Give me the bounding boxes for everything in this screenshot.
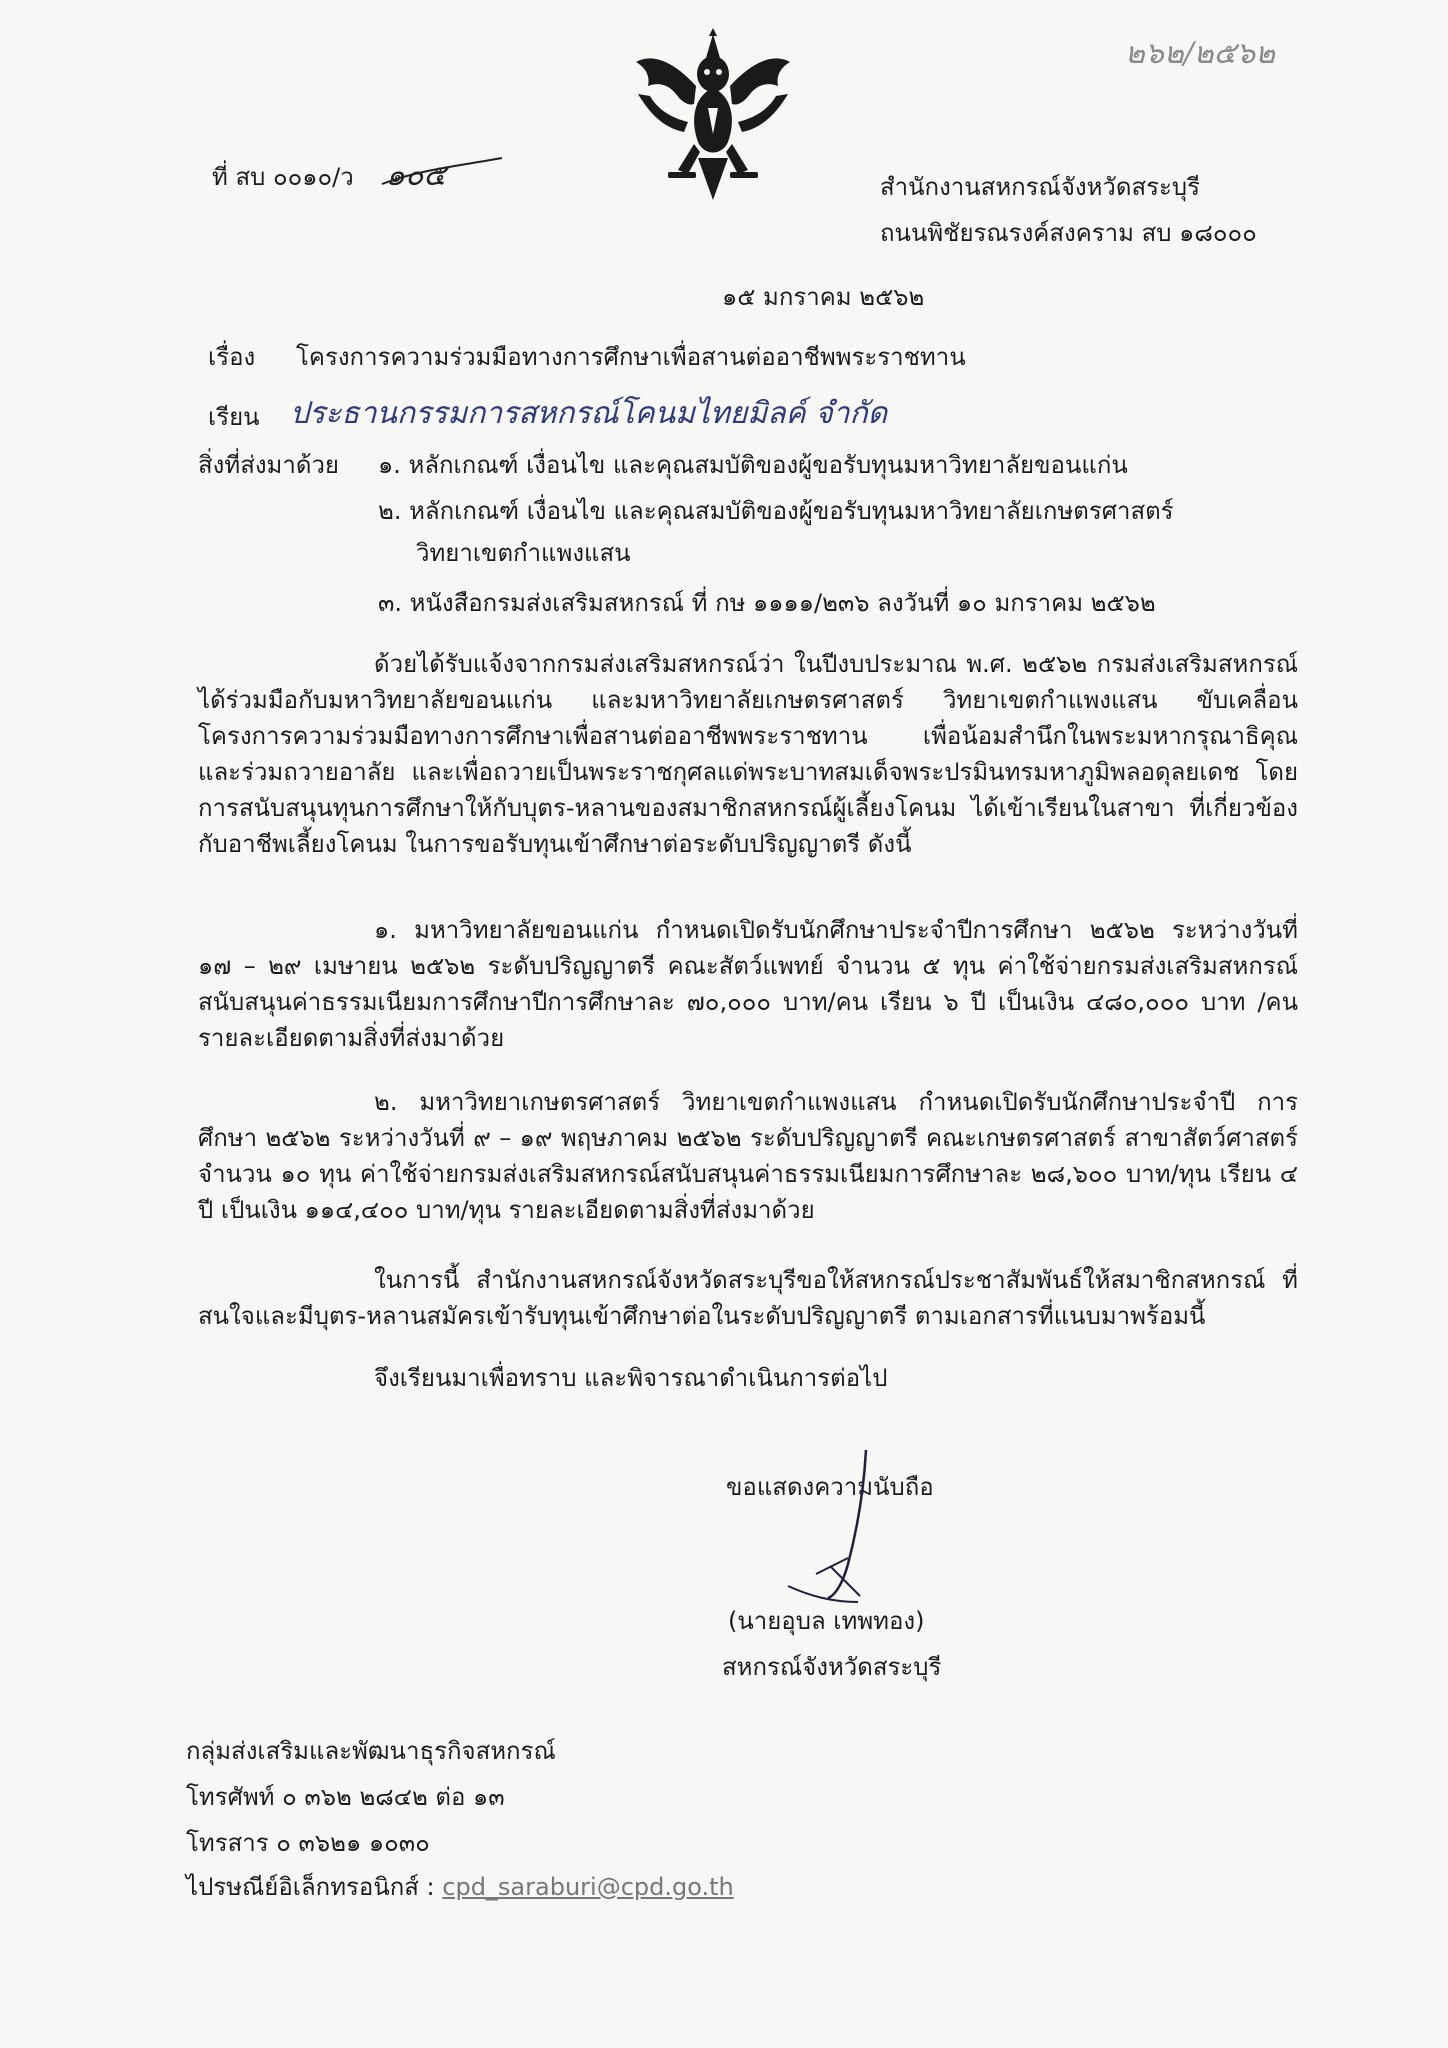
attachment-item: ๑. หลักเกณฑ์ เงื่อนไข และคุณสมบัติของผู้ขอรับทุนมหาวิทยาลัยขอนแก่น bbox=[378, 451, 1128, 479]
to-label: เรียน bbox=[208, 403, 260, 431]
signature-mark bbox=[770, 1446, 880, 1616]
body-paragraph-5: จึงเรียนมาเพื่อทราบ และพิจารณาดำเนินการต่อไป bbox=[374, 1364, 888, 1392]
body-paragraph-1: ด้วยได้รับแจ้งจากกรมส่งเสริมสหกรณ์ว่า ในปีงบประมาณ พ.ศ. ๒๕๖๒ กรมส่งเสริมสหกรณ์ ได้ร่วมมือกับมหาวิทยาลัยขอนแก่น และมหาวิทยาลัยเกษตรศาสตร์ วิทยาเขตกำแพงแสน ขับเคลื่อน โครงการความร่วมมือทางการศึกษาเพื่อสานต่ออาชีพพระราชทาน เพื่อน้อมสำนึกในพระมหากรุณาธิคุณ และร่วมถวายอาลัย และเพื่อถวายเป็นพระราชกุศลแด่พระบาทสมเด็จพระปรมินทรมหาภูมิพลอดุลยเดช โดยการสนับสนุนทุนการศึกษาให้กับบุตร-หลานของสมาชิกสหกรณ์ผู้เลี้ยงโคนม ได้เข้าเรียนในสาขา ที่เกี่ยวข้องกับอาชีพเลี้ยงโคนม ในการขอรับทุนเข้าศึกษาต่อระดับปริญญาตรี ดังนี้ bbox=[198, 650, 1298, 858]
org-address: ถนนพิชัยรณรงค์สงคราม สบ ๑๘๐๐๐ bbox=[880, 219, 1257, 247]
attachment-item-continuation: วิทยาเขตกำแพงแสน bbox=[416, 539, 631, 567]
body-text bbox=[198, 646, 1298, 862]
attachment-item: ๒. หลักเกณฑ์ เงื่อนไข และคุณสมบัติของผู้ขอรับทุนมหาวิทยาลัยเกษตรศาสตร์ bbox=[378, 497, 1174, 525]
body-text bbox=[198, 1084, 1298, 1228]
attachment-item: ๓. หนังสือกรมส่งเสริมสหกรณ์ ที่ กษ ๑๑๑๑/๒๓๖ ลงวันที่ ๑๐ มกราคม ๒๕๖๒ bbox=[378, 589, 1156, 617]
closing-regards: ขอแสดงความนับถือ bbox=[726, 1473, 934, 1501]
signer-name: (นายอุบล เทพทอง) bbox=[728, 1607, 925, 1635]
subject-label: เรื่อง bbox=[208, 343, 256, 371]
body-text bbox=[198, 1262, 1298, 1334]
signer-title: สหกรณ์จังหวัดสระบุรี bbox=[722, 1653, 942, 1681]
org-name: สำนักงานสหกรณ์จังหวัดสระบุรี bbox=[880, 173, 1201, 201]
subject-text: โครงการความร่วมมือทางการศึกษาเพื่อสานต่ออาชีพพระราชทาน bbox=[296, 343, 966, 371]
footer-phone: โทรศัพท์ ๐ ๓๖๒ ๒๘๔๒ ต่อ ๑๓ bbox=[186, 1783, 505, 1811]
attachments-label: สิ่งที่ส่งมาด้วย bbox=[198, 451, 339, 479]
footer-fax: โทรสาร ๐ ๓๖๒๑ ๑๐๓๐ bbox=[186, 1829, 430, 1857]
doc-date: ๑๕ มกราคม ๒๕๖๒ bbox=[722, 283, 925, 311]
garuda-emblem-icon bbox=[628, 24, 798, 204]
body-text bbox=[198, 912, 1298, 1056]
doc-number-handwritten: ๑๐๕ bbox=[386, 158, 447, 193]
footer-division: กลุ่มส่งเสริมและพัฒนาธุรกิจสหกรณ์ bbox=[186, 1737, 556, 1765]
body-paragraph-2: ๑. มหาวิทยาลัยขอนแก่น กำหนดเปิดรับนักศึกษาประจำปีการศึกษา ๒๕๖๒ ระหว่างวันที่ ๑๗ – ๒๙ เมษายน ๒๕๖๒ ระดับปริญญาตรี คณะสัตว์แพทย์ จำนวน ๕ ทุน ค่าใช้จ่ายกรมส่งเสริมสหกรณ์ สนับสนุนค่าธรรมเนียมการศึกษาปีการศึกษาละ ๗๐,๐๐๐ บาท/คน เรียน ๖ ปี เป็นเงิน ๔๘๐,๐๐๐ บาท /คน รายละเอียดตามสิ่งที่ส่งมาด้วย bbox=[198, 916, 1298, 1052]
footer-email bbox=[186, 1870, 734, 1904]
handwritten-stroke bbox=[378, 150, 508, 190]
body-paragraph-3: ๒. มหาวิทยาเกษตรศาสตร์ วิทยาเขตกำแพงแสน กำหนดเปิดรับนักศึกษาประจำปี การศึกษา ๒๕๖๒ ระหว่างวันที่ ๙ – ๑๙ พฤษภาคม ๒๕๖๒ ระดับปริญญาตรี คณะเกษตรศาสตร์ สาขาสัตว์ศาสตร์ จำนวน ๑๐ ทุน ค่าใช้จ่ายกรมส่งเสริมสหกรณ์สนับสนุนค่าธรรมเนียมการศึกษาละ ๒๘,๖๐๐ บาท/ทุน เรียน ๔ ปี เป็นเงิน ๑๑๔,๔๐๐ บาท/ทุน รายละเอียดตามสิ่งที่ส่งมาด้วย bbox=[198, 1088, 1298, 1224]
body-paragraph-4: ในการนี้ สำนักงานสหกรณ์จังหวัดสระบุรีขอให้สหกรณ์ประชาสัมพันธ์ให้สมาชิกสหกรณ์ ที่สนใจและมีบุตร-หลานสมัครเข้ารับทุนเข้าศึกษาต่อในระดับปริญญาตรี ตามเอกสารที่แนบมาพร้อมนี้ bbox=[198, 1266, 1298, 1330]
email-link[interactable]: cpd_saraburi@cpd.go.th bbox=[442, 1873, 734, 1901]
to-handwritten: ประธานกรรมการสหกรณ์โคนมไทยมิลค์ จำกัด bbox=[290, 396, 888, 431]
doc-number-prefix: ที่ สบ ๐๐๑๐/ว bbox=[212, 163, 354, 191]
stamp-number: ๒๖๒/๒๕๖๒ bbox=[1125, 36, 1275, 71]
email-label: ไปรษณีย์อิเล็กทรอนิกส์ : bbox=[186, 1873, 443, 1901]
body-text bbox=[198, 1360, 1298, 1396]
